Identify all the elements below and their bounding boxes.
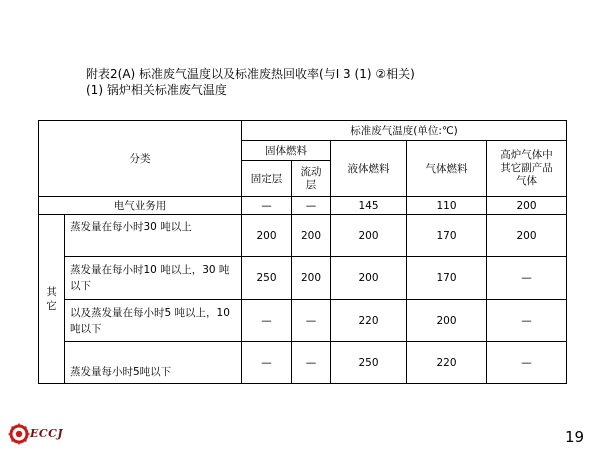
cell-value: 200 (292, 215, 331, 257)
cell-value: 200 (292, 257, 331, 300)
cell-value: 200 (242, 215, 292, 257)
cell-value: — (292, 300, 331, 342)
cell-value: — (242, 300, 292, 342)
cell-value: — (242, 342, 292, 384)
table-row (39, 197, 567, 215)
table-subtitle: (1) 锅炉相关标准废气温度 (86, 83, 227, 97)
exhaust-temp-table (38, 120, 567, 384)
header-category: 分类 (39, 121, 242, 197)
header-fluid-bed-label: 流动层 (300, 165, 322, 191)
cell-value: 250 (331, 342, 407, 384)
cell-value: 170 (407, 215, 487, 257)
cell-value: 220 (407, 342, 487, 384)
cell-value: 110 (407, 197, 487, 215)
row-label: 蒸发量在每小时30 吨以上 (65, 215, 242, 257)
cell-value: 200 (487, 197, 567, 215)
cell-value: — (292, 342, 331, 384)
cell-value: 200 (407, 300, 487, 342)
other-label-text: 其它 (46, 286, 57, 312)
table-title: 附表2(A) 标准废气温度以及标准废热回收率(与Ⅰ 3 (1) ②相关) (86, 67, 415, 81)
header-fixed-bed: 固定层 (242, 161, 292, 197)
table-row (39, 342, 567, 384)
header-std-exhaust-temp: 标准废气温度(单位:℃) (242, 121, 567, 141)
cell-value: — (487, 300, 567, 342)
row-label: 蒸发量每小时5吨以下 (65, 342, 242, 384)
cell-value: 220 (331, 300, 407, 342)
cell-value: — (487, 257, 567, 300)
eccj-logo-text: ECCJ (30, 427, 64, 440)
slide-titles (86, 66, 415, 98)
table-row (39, 215, 567, 257)
row-label: 蒸发量在每小时10 吨以上，30 吨以下 (65, 257, 242, 300)
row-label: 以及蒸发量在每小时5 吨以上，10 吨以下 (65, 300, 242, 342)
table-row (39, 257, 567, 300)
cell-value: 145 (331, 197, 407, 215)
cell-value: — (242, 197, 292, 215)
header-gas-fuel: 气体燃料 (407, 141, 487, 197)
header-solid-fuel: 固体燃料 (242, 141, 331, 161)
row-label: 电气业务用 (39, 197, 242, 215)
cell-value: 200 (331, 257, 407, 300)
header-blast-furnace-gas (487, 141, 567, 197)
header-fluid-bed (292, 161, 331, 197)
cell-value: 170 (407, 257, 487, 300)
page-number: 19 (565, 428, 585, 446)
header-blast-furnace-label: 高炉气体中其它副产品气体 (500, 149, 553, 187)
table-row (39, 300, 567, 342)
cell-value: 250 (242, 257, 292, 300)
cell-value: 200 (487, 215, 567, 257)
header-liquid-fuel: 液体燃料 (331, 141, 407, 197)
cell-value: — (487, 342, 567, 384)
cell-value: — (292, 197, 331, 215)
other-group-label (39, 215, 65, 384)
cell-value: 200 (331, 215, 407, 257)
